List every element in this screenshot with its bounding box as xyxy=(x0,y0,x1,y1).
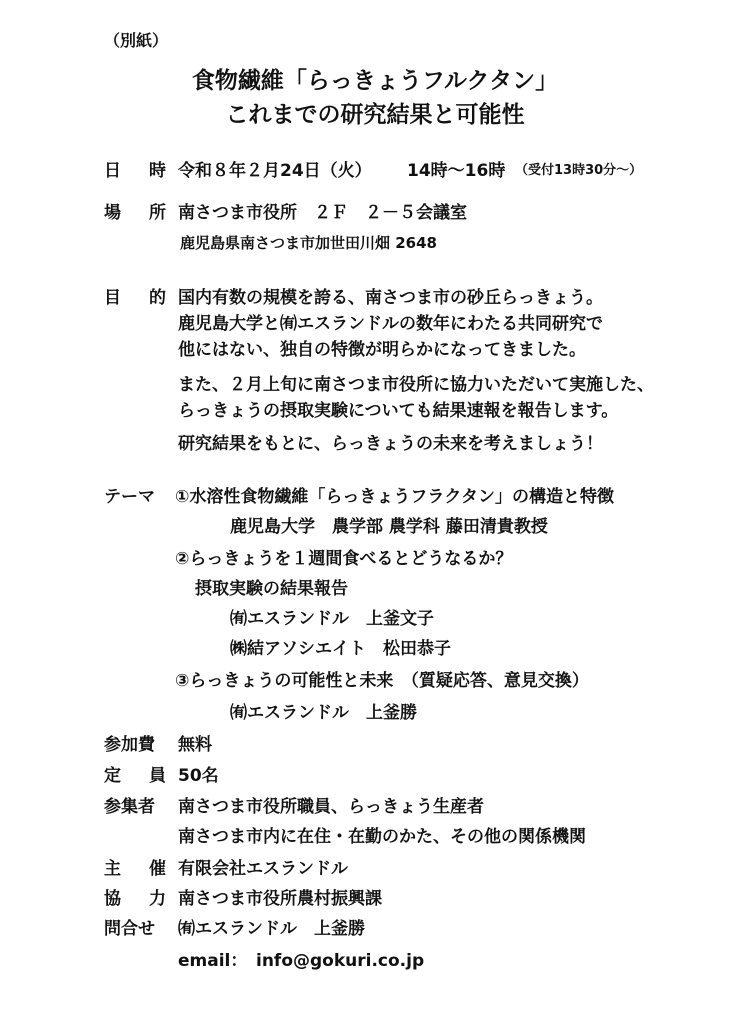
purpose-line: 他にはない、独自の特徴が明らかになってきました。 xyxy=(178,340,586,360)
audience-label: 参集者 xyxy=(104,797,155,817)
contact-email[interactable]: info@gokuri.co.jp xyxy=(256,951,425,971)
cooperation-label-char-2: 力 xyxy=(149,889,166,909)
host-value: 有限会社エスランドル xyxy=(178,859,348,879)
purpose-line: 研究結果をもとに、らっきょうの未来を考えましょう！ xyxy=(178,434,603,454)
title-line-2: これまでの研究結果と可能性 xyxy=(225,102,525,128)
venue-value: 南さつま市役所 ２Ｆ ２－５会議室 xyxy=(178,203,467,223)
capacity-label-char-2: 員 xyxy=(149,766,166,786)
contact-email-label: email： xyxy=(178,951,248,971)
theme-topic-2-speaker-2: ㈱結アソシエイト 松田恭子 xyxy=(230,639,451,659)
capacity-label xyxy=(104,765,166,787)
place-label xyxy=(104,202,166,224)
theme-label: テーマ xyxy=(104,487,155,507)
theme-topic-3: ③らっきょうの可能性と未来 （質疑応答、意見交換） xyxy=(175,671,589,691)
place-label-char-2: 所 xyxy=(149,203,166,223)
time-value: 14時～16時 xyxy=(407,161,506,181)
theme-topic-2: ②らっきょうを１週間食べるとどうなるか？ xyxy=(175,549,513,569)
host-label-char-2: 催 xyxy=(149,859,166,879)
contact-label: 問合せ xyxy=(104,919,155,939)
date-label-char-2: 時 xyxy=(149,161,166,181)
date-label-char-1: 日 xyxy=(104,161,121,181)
host-label xyxy=(104,858,166,880)
contact-value: ㈲エスランドル 上釜勝 xyxy=(178,919,365,939)
cooperation-label xyxy=(104,888,166,910)
purpose-line: 鹿児島大学と㈲エスランドルの数年にわたる共同研究で xyxy=(178,314,603,334)
host-label-char-1: 主 xyxy=(104,859,121,879)
audience-line-2: 南さつま市内に在住・在勤のかた、その他の関係機関 xyxy=(178,827,586,847)
cooperation-value: 南さつま市役所農村振興課 xyxy=(178,889,382,909)
purpose-line: 国内有数の規模を誇る、南さつま市の砂丘らっきょう。 xyxy=(178,288,603,308)
theme-topic-1-speaker: 鹿児島大学 農学部 農学科 藤田清貴教授 xyxy=(230,517,548,537)
date-label xyxy=(104,160,166,182)
theme-topic-2-speaker-1: ㈲エスランドル 上釜文子 xyxy=(230,609,434,629)
purpose-line: また、２月上旬に南さつま市役所に協力いただいて実施した、 xyxy=(178,375,654,395)
purpose-label-char-2: 的 xyxy=(149,288,166,308)
reception-time: （受付13時30分～） xyxy=(515,163,643,178)
title-line-1: 食物繊維「らっきょうフルクタン」 xyxy=(191,68,559,94)
fee-label: 参加費 xyxy=(104,735,155,755)
fee-value: 無料 xyxy=(178,735,212,755)
theme-topic-1: ①水溶性食物繊維「らっきょうフラクタン」の構造と特徴 xyxy=(175,487,615,507)
capacity-label-char-1: 定 xyxy=(104,766,121,786)
theme-topic-3-speaker: ㈲エスランドル 上釜勝 xyxy=(230,703,417,723)
place-label-char-1: 場 xyxy=(104,203,121,223)
purpose-label xyxy=(104,287,166,309)
audience-line-1: 南さつま市役所職員、らっきょう生産者 xyxy=(178,797,484,817)
cooperation-label-char-1: 協 xyxy=(104,889,121,909)
capacity-value: 50名 xyxy=(178,766,219,786)
theme-topic-2-sub: 摂取実験の結果報告 xyxy=(195,579,348,599)
purpose-line: らっきょうの摂取実験についても結果速報を報告します。 xyxy=(178,401,619,421)
venue-address: 鹿児島県南さつま市加世田川畑 2648 xyxy=(180,234,437,252)
purpose-label-char-1: 目 xyxy=(104,288,121,308)
date-value: 令和８年２月24日（火） xyxy=(178,161,372,181)
annex-label: （別紙） xyxy=(104,31,169,50)
